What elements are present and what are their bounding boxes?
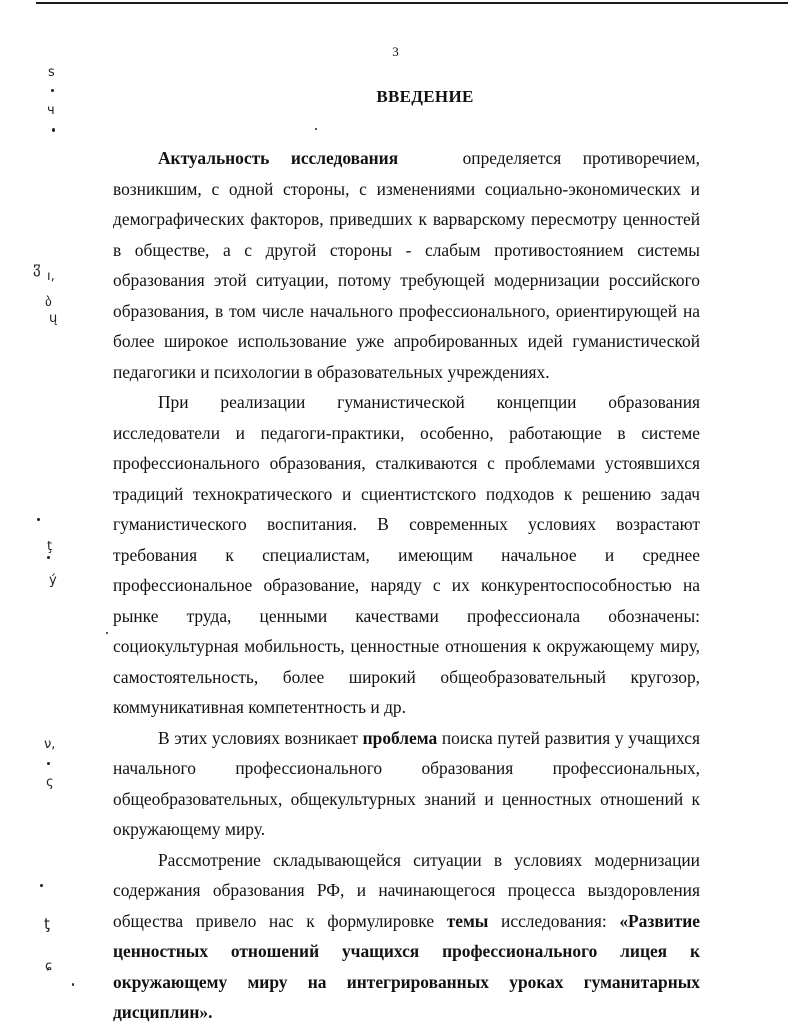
humanistic-concept-text: При реализации гуманистической концепции образования исследователи и педагоги-практики, особенно, работающие в системе профессионального образования, сталкиваются с проблемами устоявшихся традиций технократического и сциентистского подходов к решению задач гуманистического воспитания. В современных условиях возрастают требования к специалистам, имеющим начальное и среднее профессиональное образование, наряду с их конкурентоспособностью на рынке труда, ценными качествами профессионала обозначены: социокультурная мобильность, ценностные отношения к окружающему миру, самостоятельность, более широкий общеобразовательный кругозор, коммуникативная компетентность и др. bbox=[113, 392, 700, 717]
scan-artifact bbox=[52, 128, 55, 132]
relevance-text: определяется противоречием, возникшим, с одной стороны, с изменениями социально-экономических и демографических факторов, приведших к варварскому пересмотру ценностей в обществе, а с другой стороны - слабым противостоянием системы образования этой ситуации, потому требующей модернизации российского образования, в том числе начального профессионального, ориентирующей на более широкое использование уже апробированных идей гуманистической педагогики и психологии в образовательных учреждениях. bbox=[113, 148, 701, 382]
scan-artifact: ჳ bbox=[33, 259, 41, 277]
problem-text-before: В этих условиях возникает bbox=[158, 727, 359, 748]
scan-artifact bbox=[72, 983, 74, 986]
scan-artifact: ţ bbox=[47, 539, 53, 554]
top-border-line bbox=[36, 2, 788, 4]
problem-label: проблема bbox=[362, 727, 438, 748]
page-title: ВВЕДЕНИЕ bbox=[376, 87, 474, 106]
scan-artifact: ς bbox=[46, 775, 54, 790]
page-number: 3 bbox=[392, 44, 399, 59]
research-topic-title: «Развитие ценностных отношений учащихся профессионального лицея к окружающему миру на интегрированных уроках гуманитарных дисциплин». bbox=[113, 910, 701, 1022]
scan-artifact bbox=[47, 556, 50, 559]
scan-artifact: ƫ bbox=[44, 915, 50, 933]
scan-artifact: ý bbox=[49, 573, 57, 588]
scan-artifact: ѕ bbox=[48, 65, 55, 80]
scan-artifact bbox=[106, 632, 108, 634]
scan-artifact: ı, bbox=[47, 269, 55, 284]
paragraph-humanistic-concept bbox=[113, 387, 700, 723]
topic-text-middle: исследования: bbox=[501, 910, 607, 931]
scan-artifact: ბ bbox=[45, 295, 52, 310]
relevance-label: Актуальность исследования bbox=[158, 148, 399, 168]
scan-artifact bbox=[47, 762, 50, 765]
scan-artifact: ч bbox=[47, 103, 55, 118]
scan-artifact bbox=[40, 884, 43, 887]
scan-artifact: ų bbox=[49, 311, 58, 326]
scan-artifact: ɕ bbox=[45, 959, 53, 974]
scan-artifact bbox=[315, 128, 317, 130]
paragraph-relevance bbox=[113, 143, 700, 387]
scan-artifact bbox=[37, 518, 40, 521]
paragraph-problem bbox=[113, 723, 700, 845]
paragraph-topic bbox=[113, 845, 700, 1028]
topic-label: темы bbox=[446, 910, 489, 931]
problem-text-after: поиска путей развития у учащихся начального профессионального образования профессиональных, общеобразовательных, общекультурных знаний и ценностных отношений к окружающему миру. bbox=[113, 727, 701, 839]
document-body bbox=[113, 143, 700, 1028]
topic-text-before: Рассмотрение складывающейся ситуации в условиях модернизации содержания образования РФ, и начинающегося процесса выздоровления общества привело нас к формулировке bbox=[113, 849, 700, 931]
scan-artifact bbox=[51, 89, 54, 92]
scan-artifact: ν, bbox=[44, 737, 56, 752]
